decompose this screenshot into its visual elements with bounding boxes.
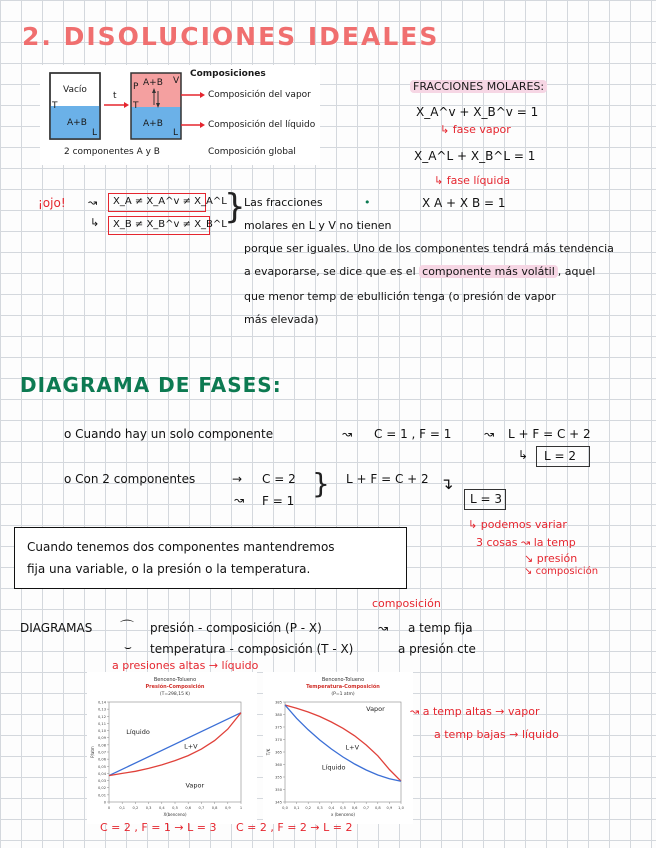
- ojo-label: ¡ojo!: [38, 196, 66, 210]
- ojo-text-1: Las fracciones: [244, 196, 323, 209]
- label-T-right: T: [133, 101, 139, 111]
- figure-composiciones: [40, 65, 320, 165]
- diagramas-label: DIAGRAMAS: [20, 621, 93, 635]
- x-axis-label: X(benceno): [163, 812, 187, 817]
- fracciones-eq1: X_A^v + X_B^v = 1: [416, 105, 539, 119]
- x-tick-label: 0,7: [363, 806, 370, 810]
- y-tick-label: 350: [275, 788, 282, 792]
- x-tick-label: 0,5: [340, 806, 346, 810]
- x-tick-label: 0,5: [172, 806, 178, 810]
- fase-liquida-note: ↳ fase líquida: [434, 174, 511, 187]
- y-axis-label: T/K: [266, 748, 271, 756]
- bullet-dos-componentes: o Con 2 componentes: [64, 472, 196, 486]
- red-composicion-note: composición: [372, 597, 441, 610]
- label-P: P: [133, 82, 139, 92]
- ab-liquid-left: A+B: [67, 118, 87, 128]
- label-t-arrow: t: [113, 91, 117, 101]
- x-tick-label: 0,0: [282, 806, 288, 810]
- ojo-text-3: porque ser iguales. Uno de los componentes tendrá más tendencia: [244, 242, 614, 255]
- ojo-xa-line: X_A ≠ X_A^v ≠ X_A^L: [113, 196, 227, 207]
- y-tick-label: 0,13: [97, 707, 106, 712]
- y-tick-label: 385: [275, 700, 282, 705]
- composicion-global: Composición global: [208, 147, 296, 157]
- composicion-liquido: Composición del líquido: [208, 120, 316, 130]
- ojo-text-4: a evaporarse, se dice que es el componente más volátil , aquel: [244, 265, 596, 278]
- y-tick-label: 0,04: [97, 771, 106, 776]
- diagramas-line-1-right: a temp fija: [408, 621, 473, 635]
- fracciones-eq2: X_A^L + X_B^L = 1: [414, 149, 536, 163]
- note-line-1: Cuando tenemos dos componentes mantendremos: [27, 540, 335, 554]
- x-tick-label: 0,3: [145, 806, 152, 810]
- red-bottom-left: C = 2 , F = 1 → L = 3: [100, 821, 217, 834]
- x-tick-label: 0,8: [211, 806, 218, 810]
- red-presion: ↘ presión: [524, 552, 578, 565]
- x-tick-label: 0,4: [158, 806, 165, 810]
- arrow-b1-1: ↝: [342, 427, 353, 441]
- y-tick-label: 0,05: [97, 764, 106, 769]
- label-L-right: L: [173, 128, 179, 138]
- y-tick-label: 0,12: [97, 714, 106, 719]
- label-V: V: [173, 76, 180, 86]
- chart-title: Benceno-Tolueno: [153, 677, 197, 683]
- y-tick-label: 0,07: [97, 750, 106, 755]
- diagramas-line-2: temperatura - composición (T - X): [150, 642, 354, 656]
- chart-title: Benceno-Tolueno: [321, 677, 365, 683]
- red-3-cosas: 3 cosas ↝ la temp: [476, 536, 576, 549]
- section-title-diagrama-fases: DIAGRAMA DE FASES:: [20, 373, 282, 397]
- region-label: Líquido: [126, 728, 150, 737]
- x-tick-label: 0,1: [293, 806, 300, 810]
- diagramas-dash-1: ⌒: [120, 620, 134, 636]
- x-tick-label: 0,9: [224, 806, 231, 810]
- label-T-left: T: [52, 101, 58, 111]
- red-composicion: ↘ composición: [524, 566, 599, 577]
- x-axis-label: x (benceno): [331, 812, 355, 817]
- y-tick-label: 0,02: [97, 786, 106, 791]
- chart-presion-composicion: [87, 672, 257, 824]
- ojo-text-2: molares en L y V no tienen: [244, 219, 392, 232]
- note-box: [14, 527, 407, 589]
- diagramas-line-1: presión - composición (P - X): [150, 621, 322, 635]
- diagramas-line-2-right: a presión cte: [398, 642, 476, 656]
- red-temp-altas: ↝ a temp altas → vapor: [410, 705, 540, 718]
- y-tick-label: 365: [275, 750, 282, 755]
- ojo-text-6: más elevada): [244, 313, 319, 326]
- region-label: L+V: [345, 743, 360, 752]
- b2-c: C = 2: [262, 472, 296, 486]
- chart-subtitle: Presión-Composición: [145, 684, 205, 690]
- x-tick-label: 0,1: [119, 806, 126, 810]
- chart-subtitle: Temperatura-Composición: [306, 684, 380, 690]
- x-tick-label: 0,6: [351, 806, 358, 810]
- arrow-b1-2: ↝: [484, 427, 495, 441]
- green-dot: •: [364, 196, 371, 209]
- y-tick-label: 0,09: [97, 736, 106, 741]
- y-axis-label: P/atm: [90, 746, 95, 758]
- y-tick-label: 0,03: [97, 779, 106, 784]
- y-tick-label: 0,01: [97, 793, 106, 798]
- section-title-disoluciones: 2. DISOLUCIONES IDEALES: [22, 22, 440, 51]
- arrow-d1: ↝: [378, 621, 389, 635]
- vacio-label: Vacío: [63, 85, 87, 95]
- series-line-0: [109, 713, 241, 776]
- ojo-arrow-1: ↝: [88, 196, 98, 209]
- red-podemos-variar: ↳ podemos variar: [468, 518, 567, 531]
- chart-presion-svg: [87, 672, 257, 824]
- brace: }: [224, 187, 246, 227]
- y-tick-label: 0,08: [97, 743, 106, 748]
- label-L-left: L: [92, 128, 98, 138]
- y-tick-label: 380: [275, 713, 282, 717]
- y-tick-label: 360: [275, 763, 282, 767]
- arrow-b2-2: ↝: [234, 493, 245, 507]
- x-tick-label: 0,3: [316, 806, 323, 810]
- y-tick-label: 345: [275, 800, 282, 805]
- chart-note: (T=298,15 K): [159, 692, 191, 697]
- y-tick-label: 0: [103, 800, 106, 805]
- chart-note: (P=1 atm): [331, 692, 355, 697]
- plot-frame: [109, 702, 241, 802]
- chart-temperatura-svg: [263, 672, 413, 824]
- brace-2: }: [312, 467, 330, 500]
- arrow-b2-3: ↴: [440, 474, 454, 493]
- b1-c-f: C = 1 , F = 1: [374, 427, 452, 441]
- y-tick-label: 370: [275, 738, 282, 742]
- plot-frame: [285, 702, 401, 802]
- composicion-vapor: Composición del vapor: [208, 90, 311, 100]
- note-line-2: fija una variable, o la presión o la temperatura.: [27, 562, 311, 576]
- ojo-arrow-2: ↳: [90, 216, 100, 229]
- y-tick-label: 355: [275, 775, 282, 780]
- region-label: Vapor: [366, 704, 385, 713]
- b2-result: L = 3: [470, 492, 503, 506]
- red-presiones-altas: a presiones altas → líquido: [112, 659, 259, 672]
- arrow-b2-1: →: [232, 472, 243, 486]
- region-label: Vapor: [185, 781, 205, 790]
- caption-2-componentes: 2 componentes A y B: [64, 147, 160, 157]
- chart-temperatura-composicion: [263, 672, 413, 824]
- red-temp-bajas: a temp bajas → líquido: [434, 728, 559, 741]
- b1-gibbs: L + F = C + 2: [508, 427, 591, 441]
- y-tick-label: 0,14: [97, 700, 106, 705]
- x-tick-label: 0,4: [328, 806, 335, 810]
- x-tick-label: 0,2: [132, 806, 139, 810]
- x-tick-label: 0,8: [374, 806, 381, 810]
- fracciones-eq3: X A + X B = 1: [422, 196, 506, 210]
- ab-liquid-right: A+B: [143, 119, 163, 129]
- region-label: Líquido: [321, 763, 346, 772]
- region-label: L+V: [184, 742, 198, 751]
- fase-vapor-note: ↳ fase vapor: [440, 123, 511, 136]
- y-tick-label: 375: [275, 725, 282, 730]
- ojo-xb-line: X_B ≠ X_B^v ≠ X_B^L: [113, 219, 227, 230]
- arrow-b1-3: ↳: [518, 448, 529, 462]
- x-tick-label: 0,7: [198, 806, 205, 810]
- b1-result: L = 2: [544, 449, 577, 463]
- composiciones-header: Composiciones: [190, 69, 266, 79]
- x-tick-label: 1,0: [398, 806, 404, 810]
- diagramas-dash-2: ⌣: [124, 640, 132, 654]
- x-tick-label: 0: [107, 806, 111, 810]
- y-tick-label: 0,10: [97, 729, 106, 734]
- y-tick-label: 0,11: [97, 721, 106, 726]
- x-tick-label: 0,9: [386, 806, 393, 810]
- ab-vapor-right: A+B: [143, 78, 163, 88]
- b2-gibbs: L + F = C + 2: [346, 472, 429, 486]
- red-bottom-right: C = 2 , F = 2 → L = 2: [236, 821, 353, 834]
- ojo-text-5: que menor temp de ebullición tenga (o presión de vapor: [244, 290, 556, 303]
- b2-f: F = 1: [262, 494, 295, 508]
- y-tick-label: 0,06: [97, 757, 106, 762]
- x-tick-label: 0,6: [185, 806, 192, 810]
- fracciones-header: FRACCIONES MOLARES:: [410, 80, 547, 93]
- bullet-un-componente: o Cuando hay un solo componente: [64, 427, 274, 441]
- x-tick-label: 0,2: [305, 806, 312, 810]
- x-tick-label: 1: [239, 806, 243, 810]
